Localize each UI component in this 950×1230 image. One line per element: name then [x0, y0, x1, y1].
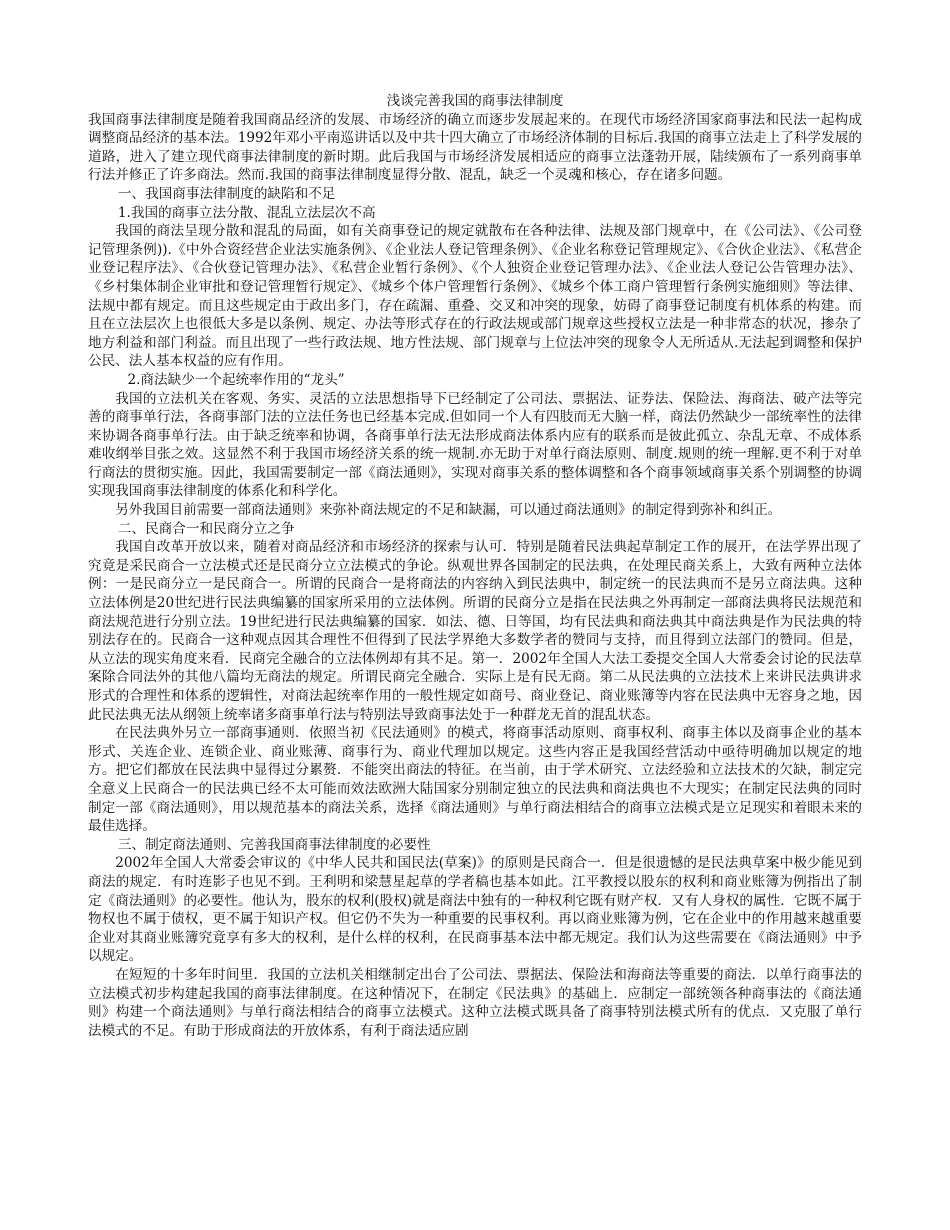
paragraph: 我国自改革开放以来，随着对商品经济和市场经济的探索与认可．特别是随着民法典起草制定工作的展开，在法学界出现了究竟是采民商合一立法模式还是民商分立立法模式的争论。纵观世界各国制定的民法典，在处理民商关系上，大致有两种立法体例：一是民商分立一是民商合一。所谓的民商合一是将商法的内容纳入到民法典中，制定统一的民法典而不是另立商法典。这种立法体例是20世纪进行民法典编纂的国家所采用的立法体例。所谓的民商分立是指在民法典之外再制定一部商法典将民法规范和商法规范进行分别立法。19世纪进行民法典编纂的国家．如法、德、日等国，均有民法典和商法典其中商法典是作为民法典的特别法存在的。民商合一这种观点因其合理性不但得到了民法学界绝大多数学者的赞同与支持，而且得到立法部门的赞同。但是，从立法的现实角度来看．民商完全融合的立法体例却有其不足。第一．2002年全国人大法工委提交全国人大常委会讨论的民法草案除合同法外的其他八篇均无商法的规定。所谓民商完全融合．实际上是有民无商。第二从民法典的立法技术上来讲民法典讲求形式的合理性和体系的逻辑性，对商法起统率作用的一般性规定如商号、商业登记、商业账簿等内容在民法典中无容身之地，因此民法典无法从纲领上统率诸多商事单行法与特别法导致商事法处于一种群龙无首的混乱状态。 — [88, 539, 862, 723]
subheading-2: 2.商法缺少一个起统率作用的“龙头” — [127, 371, 345, 388]
paragraph: 在民法典外另立一部商事通则．依照当初《民法通则》的模式，将商事活动原则、商事权利、商事主体以及商事企业的基本形式、关连企业、连锁企业、商业账薄、商事行为、商业代理加以规定。这些内容正是我国经营活动中亟待明确加以规定的地方。把它们都放在民法典中显得过分累赘．不能突出商法的特征。在当前，由于学术研究、立法经验和立法技术的欠缺，制定完全意义上民商合一的民法典已经不太可能而效法欧洲大陆国家分别制定独立的民法典和商法典也不大现实；在制定民法典的同时制定一部《商法通则》，用以规范基本的商法关系，选择《商法通则》与单行商法相结合的商事立法模式是立足现实和着眼未来的最佳选择。 — [88, 725, 862, 835]
paragraph: 我国的商法呈现分散和混乱的局面，如有关商事登记的规定就散布在各种法律、法规及部门规章中，在《公司法》、《公司登记管理条例)).《中外合资经营企业法实施条例》、《企业法人登记管理条例》、《企业名称登记管理规定》、《合伙企业法》、《私营企业登记程序法》、《合伙登记管理办法》、《私营企业暂行条例》、《个人独资企业登记管理办法》、《企业法人登记公告管理办法》、《乡村集体制企业审批和登记管理暂行规定》、《城乡个体户管理暂行条例》、《城乡个体工商户管理暂行条例实施细则》等法律、法规中都有规定。而且这些规定由于政出多门，存在疏漏、重叠、交叉和冲突的现象，妨碍了商事登记制度有机体系的构建。而且在立法层次上也很低大多是以条例、规定、办法等形式存在的行政法规或部门规章这些授权立法是一种非常态的状况，掺杂了地方利益和部门利益。而且出现了一些行政法规、地方性法规、部门规章与上位法冲突的现象令人无所适从.无法起到调整和保护公民、法人基本权益的应有作用。 — [88, 223, 862, 370]
document-title: 浅谈完善我国的商事法律制度 — [386, 93, 564, 109]
paragraph: 我国的立法机关在客观、务实、灵活的立法思想指导下已经制定了公司法、票据法、证券法、保险法、海商法、破产法等完善的商事单行法，各商事部门法的立法任务也已经基本完成.但如同一个人有四肢而无大脑一样，商法仍然缺少一部统率性的法律来协调各商事单行法。由于缺乏统率和协调，各商事单行法无法形成商法体系内应有的联系而是彼此孤立、杂乱无章、不成体系难收纲举目张之效。这显然不利于我国市场经济关系的统一规制.亦无助于对单行商法原则、制度.规则的统一理解.更不利于对单行商法的贯彻实施。因此，我国需要制定一部《商法通则》，实现对商事关系的整体调整和各个商事领域商事关系个别调整的协调实现我国商事法律制度的体系化和科学化。 — [88, 390, 862, 500]
section-heading-3: 三、制定商法通则、完善我国商事法律制度的必要性 — [117, 836, 431, 853]
document-body — [88, 111, 862, 1041]
paragraph: 在短短的十多年时间里．我国的立法机关相继制定出台了公司法、票据法、保险法和海商法等重要的商法．以单行商事法的立法模式初步构建起我国的商事法律制度。在这种情况下，在制定《民法典》的基础上．应制定一部统领各种商事法的《商法通则》构建一个商法通则》与单行商法相结合的商事立法模式。这种立法模式既具备了商事特别法模式所有的优点．又克服了单行法模式的不足。有助于形成商法的开放体系，有利于商法适应剧 — [88, 966, 862, 1039]
subheading-1: 1.我国的商事立法分散、混乱立法层次不高 — [117, 204, 376, 221]
section-heading-1: 一、我国商事法律制度的缺陷和不足 — [117, 185, 336, 202]
section-heading-2: 二、民商合一和民商分立之争 — [117, 520, 295, 537]
paragraph: 2002年全国人大常委会审议的《中华人民共和国民法(草案)》的原则是民商合一．但是很遗憾的是民法典草案中极少能见到商法的规定．有时连影子也见不到。王利明和梁慧星起草的学者稿也基本如此。江平教授以股东的权利和商业账簿为例指出了制定《商法通则》的必要性。他认为，股东的权利(股权)就是商法中独有的一种权利它既有财产权．又有人身权的属性．它既不属于物权也不属于债权，更不属于知识产权。但它仍不失为一种重要的民事权利。再以商业账簿为例，它在企业中的作用越来越重要企业对其商业账簿究竟享有多大的权利，是什么样的权利，在民商事基本法中都无规定。我们认为这些需要在《商法通则》中予以规定。 — [88, 855, 862, 965]
intro-paragraph: 我国商事法律制度是随着我国商品经济的发展、市场经济的确立而逐步发展起来的。在现代市场经济国家商事法和民法一起构成调整商品经济的基本法。1992年邓小平南巡讲话以及中共十四大确立了市场经济体制的目标后.我国的商事立法走上了科学发展的道路，进入了建立现代商事法律制度的新时期。此后我国与市场经济发展相适应的商事立法蓬勃开展，陆续颁布了一系列商事单行法并修正了许多商法。然而.我国的商事法律制度显得分散、混乱，缺乏一个灵魂和核心，存在诸多问题。 — [88, 111, 862, 184]
paragraph: 另外我国目前需要一部商法通则》来弥补商法规定的不足和缺漏，可以通过商法通则》的制定得到弥补和纠正。 — [115, 502, 782, 519]
